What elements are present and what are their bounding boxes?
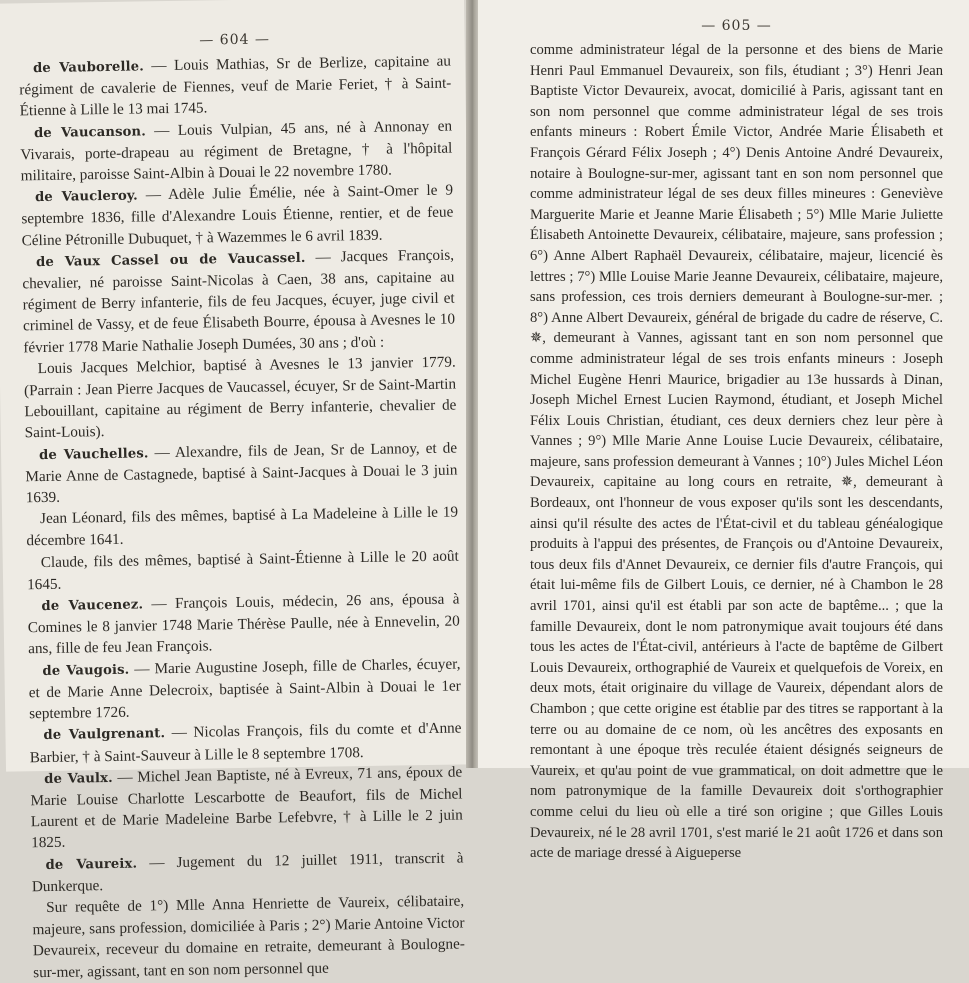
entry-continuation	[27, 545, 460, 595]
entry-head: de Vaulgrenant.	[43, 726, 165, 743]
entry-head: de Vaucleroy.	[35, 189, 138, 206]
entry	[22, 244, 456, 358]
entry	[29, 718, 462, 768]
entry-head: de Vaux Cassel ou de Vaucassel.	[36, 251, 306, 270]
entry-text: Jean Léonard, fils des mêmes, baptisé à La Madeleine à Lille le 19 décembre 1641.	[26, 504, 458, 550]
entry-continuation	[24, 351, 457, 444]
right-page-text	[530, 40, 943, 864]
entry-head: de Vaureix.	[45, 856, 137, 872]
entry	[30, 761, 463, 854]
entry-text: Louis Jacques Melchior, baptisé à Avesnes le 13 janvier 1779. (Parrain : Jean Pierre Jacques de Vaucassel, écuyer, Sr de Saint-Martin Lebouillant, capitaine au régiment de Berry infanterie, chevalier de Saint-Louis).	[24, 353, 457, 441]
entry	[19, 51, 452, 122]
entry-head: de Vaucanson.	[34, 124, 146, 141]
entry-head: de Vaucenez.	[41, 598, 143, 615]
entry	[28, 653, 461, 724]
entry	[31, 847, 464, 897]
entry-text: — Alexandre, fils de Jean, Sr de Lannoy, et de Marie Anne de Castagnede, baptisé à Saint-Jacques à Douai le 3 juin 1639.	[25, 439, 457, 506]
left-page-text	[19, 51, 465, 983]
entry-head: de Vauchelles.	[39, 446, 149, 463]
entry-text: — Michel Jean Baptiste, né à Evreux, 71 ans, époux de Marie Louise Charlotte Lescarbotte de Beaufort, fils de Michel Laurent et de Marie Madeleine Barbe Lefebvre, † à Lille le 2 juin 1825.	[30, 763, 463, 851]
right-page	[478, 0, 969, 768]
entry-text: Sur requête de 1°) Mlle Anna Henriette de Vaureix, célibataire, majeure, sans profession, domiciliée à Paris ; 2°) Marie Antoine Victor Devaureix, receveur du domaine en retraite, demeurant à Boulogne-sur-mer, agissant, tant en son nom personnel que	[32, 892, 465, 980]
right-page-paragraph: comme administrateur légal de la personne et des biens de Marie Henri Paul Emmanuel Devaureix, son fils, étudiant ; 3°) Henri Jean Baptiste Victor Devaureix, avocat, domicilié à Paris, agissant tant en son nom personnel que comme administrateur légal de ses trois enfants mineurs : Robert Émile Victor, Andrée Marie Élisabeth et François Gérard Félix Joseph ; 4°) Denis Antoine André Devaureix, notaire à Boulogne-sur-mer, agissant tant en son nom personnel que comme administrateur légal de ses deux filles mineures : Geneviève Marguerite Marie et Jeanne Marie Élisabeth ; 5°) Mlle Marie Juliette Élisabeth Antoinette Devaureix, célibataire, majeure, sans profession ; 6°) Anne Albert Raphaël Devaureix, célibataire, majeur, licencié ès lettres ; 7°) Mlle Louise Marie Jeanne Devaureix, célibataire, majeure, sans profession, ces trois derniers demeurant à Boulogne-sur-mer. ; 8°) Anne Albert Devaureix, général de brigade du cadre de réserve, C. ✵, demeurant à Vannes, agissant tant en son nom personnel que comme administrateur légal de ses trois enfants mineurs : Joseph Michel Eugène Henri Maurice, brigadier au 13e hussards à Dinan, Joseph Michel Ernest Lucien Raymond, étudiant, et Joseph Michel Félix Louis Christian, étudiant, ces deux derniers chez leur père à Vannes ; 9°) Mlle Marie Anne Louise Lucie Devaureix, célibataire, majeure, sans profession demeurant à Vannes ; 10°) Jules Michel Léon Devaureix, capitaine au long cours en retraite, ✵, demeurant à Bordeaux, ont l'honneur de vous exposer qu'ils sont les descendants, ainsi qu'il résulte des actes de l'État-civil et du tableau généalogique produits à l'appui des présentes, de François ou d'Antoine Devaureix, tous deux fils d'Annet Devaureix, ce dernier fils d'autre François, qui était lui-même fils de Gilbert Louis, ce dernier, né à Chambon le 28 avril 1701, ainsi qu'il est établi par son acte de baptême... ; que la famille Devaureix, dont le nom patronymique avait toujours été dans tous les actes de l'État-civil, antérieurs à l'acte de baptême de Gilbert Louis Devaureix, orthographié de Vaureix et quelquefois de Voreix, en deux mots, était originaire du village de Vaureix, dépendant alors de Chambon ; que cette origine est établie par des titres se rapportant à la terre ou au domaine de ce nom, où les ancêtres des exposants en remontant à une époque très reculée étaient désignés seigneurs de Vaureix, et qu'au point de vue grammatical, on doit admettre que le nom patronymique de la famille Devaureix doit s'orthographier comme celui du lieu où elle a tiré son origine ; que Gilles Louis Devaureix, né le 28 avril 1701, s'est marié le 21 août 1726 et dans son acte de mariage dressé à Aigueperse	[530, 40, 943, 864]
left-page-number: — 604 —	[18, 29, 450, 52]
entry-text: — Nicolas François, fils du comte et d'Anne Barbier, † à Saint-Sauveur à Lille le 8 septembre 1708.	[30, 720, 462, 766]
entry-head: de Vaugois.	[42, 662, 129, 678]
entry-text: — Jacques François, chevalier, né paroisse Saint-Nicolas à Caen, 38 ans, capitaine au régiment de Berry infanterie, fils de feu Jacques, écuyer, juge civil et criminel de Vassy, et de feue Élisabeth Bourre, épousa à Avesnes le 10 février 1778 Marie Nathalie Joseph Dumées, 30 ans ; d'où :	[22, 246, 455, 356]
entry-text: — François Louis, médecin, 26 ans, épousa à Comines le 8 janvier 1748 Marie Thérèse Paulle, née à Ennevelin, 20 ans, fille de feu Jean François.	[28, 591, 460, 658]
left-page	[0, 0, 476, 772]
entry-text: — Louis Vulpian, 45 ans, né à Annonay en Vivarais, porte-drapeau au régiment de Bretagne, † à l'hôpital militaire, paroisse Saint-Albin à Douai le 22 novembre 1780.	[20, 117, 452, 184]
entry	[25, 437, 458, 508]
entry	[20, 115, 453, 186]
entry	[21, 180, 454, 251]
entry-continuation	[32, 890, 465, 983]
entry-continuation	[26, 502, 459, 552]
entry-text: — Adèle Julie Émélie, née à Saint-Omer le 9 septembre 1836, fille d'Alexandre Louis Étienne, rentier, et de feue Céline Pétronille Dubuquet, † à Wazemmes le 6 avril 1839.	[21, 182, 453, 249]
entry-head: de Vaulx.	[44, 771, 113, 787]
entry-text: — Marie Augustine Joseph, fille de Charles, écuyer, et de Marie Anne Delecroix, baptisée à Saint-Albin à Douai le 1er septembre 1726.	[29, 655, 461, 722]
entry-text: Claude, fils des mêmes, baptisé à Saint-Étienne à Lille le 20 août 1645.	[27, 547, 459, 593]
entry-head: de Vauborelle.	[33, 59, 144, 76]
entry	[27, 589, 460, 660]
entry-text: — Jugement du 12 juillet 1911, transcrit à Dunkerque.	[32, 849, 464, 895]
right-page-number: — 605 —	[530, 18, 943, 34]
entry-text: — Louis Mathias, Sr de Berlize, capitaine au régiment de cavalerie de Fiennes, veuf de Marie Feriet, † à Saint-Étienne à Lille le 13 mai 1745.	[19, 53, 451, 120]
